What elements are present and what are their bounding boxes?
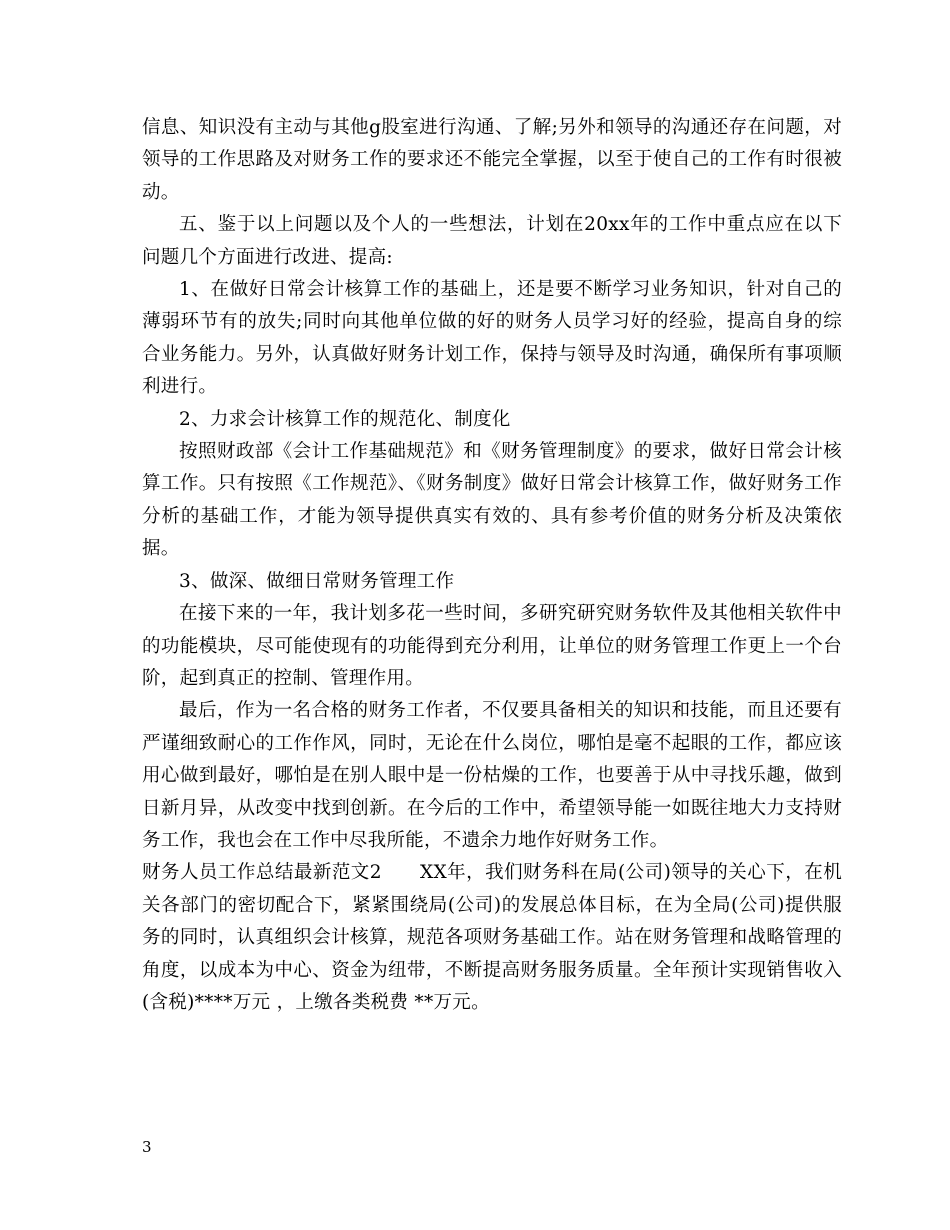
paragraph-6: 3、做深、做细日常财务管理工作 — [179, 570, 455, 592]
paragraph-5: 按照财政部《会计工作基础规范》和《财务管理制度》的要求，做好日常会计核算工作。只有按照《工作规范》、《财务制度》做好日常会计核算工作，做好财务工作分析的基础工作，才能为领导提供真实有效的、具有参考价值的财务分析及决策依据。 — [142, 441, 842, 560]
paragraph-3: 1、在做好日常会计核算工作的基础上，还是要不断学习业务知识，针对自己的薄弱环节有的放失;同时向其他单位做的好的财务人员学习好的经验，提高自身的综合业务能力。另外，认真做好财务计划工作，保持与领导及时沟通，确保所有事项顺利进行。 — [142, 279, 842, 398]
paragraph-4: 2、力求会计核算工作的规范化、制度化 — [179, 408, 511, 430]
paragraph-7: 在接下来的一年，我计划多花一些时间，多研究研究财务软件及其他相关软件中的功能模块，尽可能使现有的功能得到充分利用，让单位的财务管理工作更上一个台阶，起到真正的控制、管理作用。 — [142, 603, 842, 689]
paragraph-2: 五、鉴于以上问题以及个人的一些想法，计划在20xx年的工作中重点应在以下问题几个方面进行改进、提高: — [142, 214, 842, 268]
paragraph-1: 信息、知识没有主动与其他g股室进行沟通、了解;另外和领导的沟通还存在问题，对领导的工作思路及对财务工作的要求还不能完全掌握，以至于使自己的工作有时很被动。 — [142, 117, 842, 203]
paragraph-9: 财务人员工作总结最新范文2 XX年，我们财务科在局(公司)领导的关心下，在机关各部门的密切配合下，紧紧围绕局(公司)的发展总体目标，在为全局(公司)提供服务的同时，认真组织会计核算，规范各项财务基础工作。站在财务管理和战略管理的角度，以成本为中心、资金为纽带，不断提高财务服务质量。全年预计实现销售收入(含税)****万元 ，上缴各类税费 **万元。 — [142, 862, 842, 1013]
body-text — [142, 112, 842, 1019]
paragraph-8: 最后，作为一名合格的财务工作者，不仅要具备相关的知识和技能，而且还要有严谨细致耐心的工作作风，同时，无论在什么岗位，哪怕是毫不起眼的工作，都应该用心做到最好，哪怕是在别人眼中是一份枯燥的工作，也要善于从中寻找乐趣，做到日新月异，从改变中找到创新。在今后的工作中，希望领导能一如既往地大力支持财务工作，我也会在工作中尽我所能，不遗余力地作好财务工作。 — [142, 700, 842, 851]
page-number: 3 — [142, 1138, 152, 1156]
